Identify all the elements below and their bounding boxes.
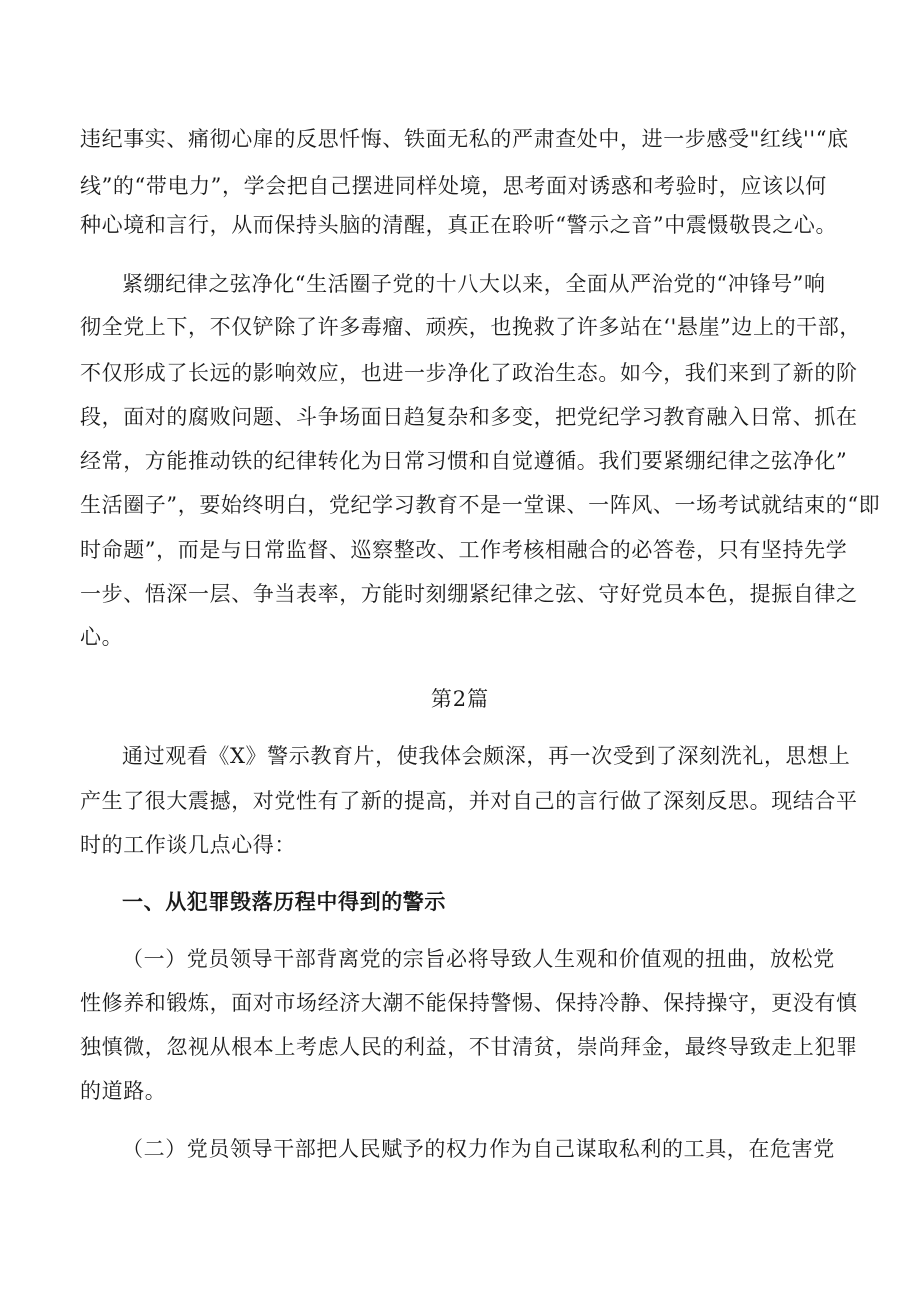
text-line: 不仅形成了长远的影响效应，也进一步净化了政治生态。如今，我们来到了新的阶: [80, 361, 858, 385]
text-line: 时的工作谈几点心得：: [80, 833, 296, 857]
subheading: 一、从犯罪毁落历程中得到的警示: [122, 890, 446, 914]
text-line: 的道路。: [80, 1079, 167, 1103]
text-line: 时命题”，而是与日常监督、巡察整改、工作考核相融合的必答卷，只有坚持先学: [80, 538, 848, 562]
text-line: （二）党员领导干部把人民赋予的权力作为自己谋取私利的工具，在危害党: [122, 1137, 835, 1161]
text-line: 违纪事实、痛彻心扉的反思忏悔、铁面无私的严肃查处中，进一步感受"红线''“底: [80, 127, 849, 151]
text-line: 心。: [80, 625, 124, 649]
text-line: （一）党员领导干部背离党的宗旨必将导致人生观和价值观的扭曲，放松党: [122, 947, 835, 971]
section-title: 第2篇: [430, 687, 490, 711]
text-line: 一步、悟深一层、争当表率，方能时刻绷紧纪律之弦、守好党员本色，提振自律之: [80, 582, 858, 606]
text-line: 线”的“带电力”，学会把自己摆进同样处境，思考面对诱惑和考验时，应该以何: [80, 174, 827, 198]
text-line: 彻全党上下，不仅铲除了许多毒瘤、顽疾，也挽救了许多站在‘'悬崖”边上的干部，: [80, 315, 861, 339]
text-line: 产生了很大震撼，对党性有了新的提高，并对自己的言行做了深刻反思。现结合平: [80, 789, 858, 813]
text-line: 种心境和言行，从而保持头脑的清醒，真正在聆听“警示之音”中震慑敬畏之心。: [80, 213, 838, 237]
text-line: 性修养和锻炼，面对市场经济大潮不能保持警惕、保持冷静、保持操守，更没有慎: [80, 991, 858, 1015]
text-line: 段，面对的腐败问题、斗争场面日趋复杂和多变，把党纪学习教育融入日常、抓在: [80, 405, 858, 429]
text-line: 紧绷纪律之弦净化“生活圈子党的十八大以来，全面从严治党的“冲锋号”响: [122, 272, 826, 296]
text-line: 独慎微，忽视从根本上考虑人民的利益，不甘清贫，崇尚拜金，最终导致走上犯罪: [80, 1035, 858, 1059]
text-line: 生活圈子”，要始终明白，党纪学习教育不是一堂课、一阵风、一场考试就结束的“即: [80, 493, 881, 517]
text-line: 通过观看《X》警示教育片，使我体会颇深，再一次受到了深刻洗礼，思想上: [122, 744, 851, 768]
text-line: 经常，方能推动铁的纪律转化为日常习惯和自觉遵循。我们要紧绷纪律之弦净化”: [80, 449, 848, 473]
